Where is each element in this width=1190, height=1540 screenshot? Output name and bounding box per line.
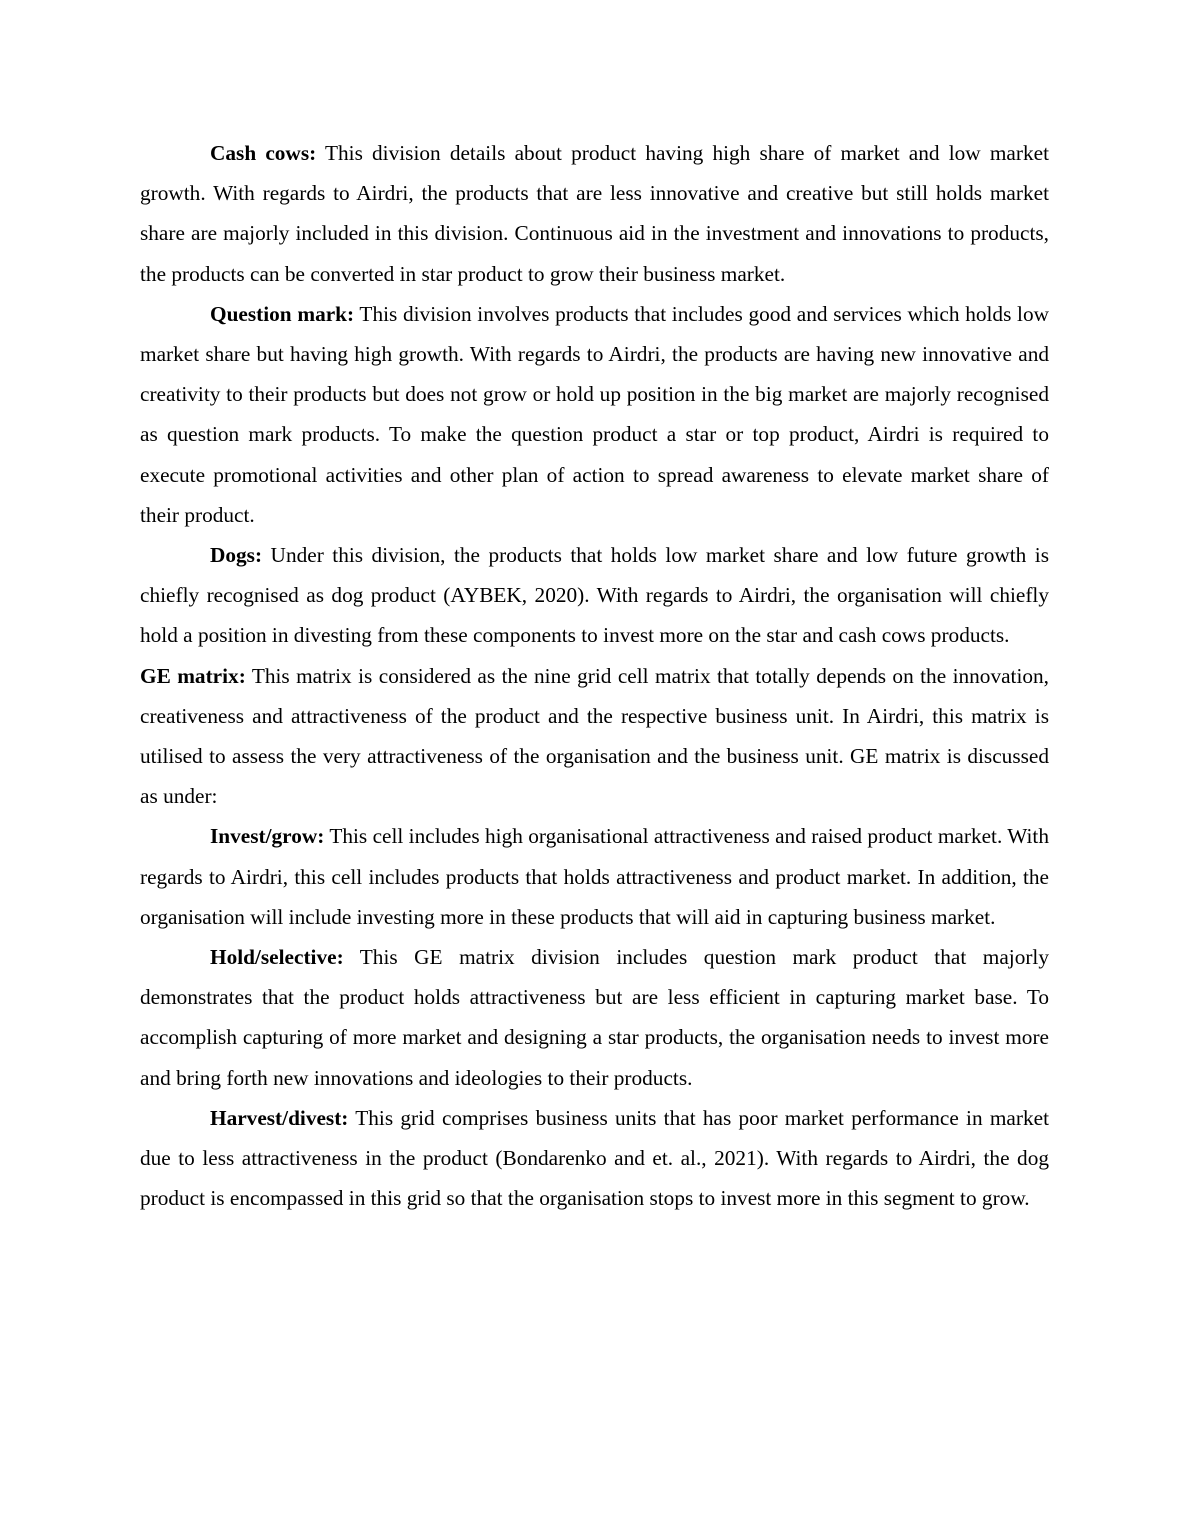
paragraph-hold-selective xyxy=(140,937,1049,1098)
paragraph-question-mark xyxy=(140,294,1049,535)
term-question-mark: Question mark: xyxy=(210,301,355,326)
paragraph-text: Under this division, the products that holds low market share and low future growth is chiefly recognised as dog product (AYBEK, 2020). With regards to Airdri, the organisation will chiefly hold a position in divesting from these components to invest more on the star and cash cows products. xyxy=(140,543,1049,648)
paragraph-dogs xyxy=(140,535,1049,656)
term-hold-selective: Hold/selective: xyxy=(210,945,344,970)
term-ge-matrix: GE matrix: xyxy=(140,663,246,688)
paragraph-harvest-divest xyxy=(140,1098,1049,1219)
paragraph-text: This matrix is considered as the nine grid cell matrix that totally depends on the innovation, creativeness and attractiveness of the product and the respective business unit. In Airdri, this matrix is utilised to assess the very attractiveness of the organisation and the business unit. GE matrix is discussed as under: xyxy=(140,663,1050,809)
paragraph-text: This division involves products that includes good and services which holds low market share but having high growth. With regards to Airdri, the products are having new innovative and creativity to their products but does not grow or hold up position in the big market are majorly recognised as question mark products. To make the question product a star or top product, Airdri is required to execute promotional activities and other plan of action to spread awareness to elevate market share of their product. xyxy=(140,301,1049,527)
paragraph-text: This cell includes high organisational attractiveness and raised product market. With regards to Airdri, this cell includes products that holds attractiveness and product market. In addition, the organisation will include investing more in these products that will aid in capturing business market. xyxy=(140,824,1049,929)
paragraph-ge-matrix xyxy=(140,656,1049,817)
term-invest-grow: Invest/grow: xyxy=(210,824,325,849)
paragraph-text: This GE matrix division includes question mark product that majorly demonstrates that the product holds attractiveness but are less efficient in capturing market base. To accomplish capturing of more market and designing a star products, the organisation needs to invest more and bring forth new innovations and ideologies to their products. xyxy=(140,945,1049,1090)
document-page xyxy=(140,133,1049,1218)
term-cash-cows: Cash cows: xyxy=(210,141,317,165)
term-dogs: Dogs: xyxy=(210,543,263,568)
paragraph-text: This division details about product having high share of market and low market growth. With regards to Airdri, the products that are less innovative and creative but still holds market share are majorly included in this division. Continuous aid in the investment and innovations to products, the products can be converted in star product to grow their business market. xyxy=(140,141,1049,286)
paragraph-invest-grow xyxy=(140,816,1049,937)
paragraph-cash-cows xyxy=(140,133,1049,294)
paragraph-text: This grid comprises business units that has poor market performance in market due to less attractiveness in the product (Bondarenko and et. al., 2021). With regards to Airdri, the dog product is encompassed in this grid so that the organisation stops to invest more in this segment to grow. xyxy=(140,1105,1049,1211)
term-harvest-divest: Harvest/divest: xyxy=(210,1105,349,1130)
